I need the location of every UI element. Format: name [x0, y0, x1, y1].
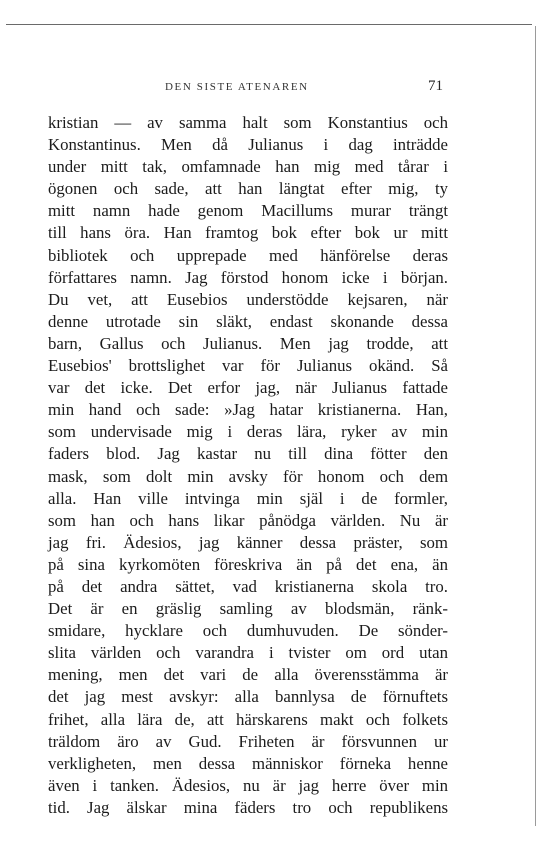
page-number: 71	[428, 78, 443, 94]
text-line: denne utrotade sin släkt, endast skonande dessa	[48, 311, 448, 331]
text-line: faders blod. Jag kastar nu till dina fötter den	[48, 444, 448, 464]
text-line: författares namn. Jag förstod honom icke i början.	[48, 267, 448, 287]
text-line: mening, men det vari de alla överensstämma är	[48, 665, 448, 685]
text-line: Konstantinus. Men då Julianus i dag inträdde	[48, 135, 448, 155]
text-line: min hand och sade: »Jag hatar kristianerna. Han,	[48, 400, 448, 420]
text-line: under mitt tak, omfamnade han mig med tårar i	[48, 157, 448, 177]
text-line: ögonen och sade, att han längtat efter mig, ty	[48, 179, 448, 199]
text-line: som undervisade mig i deras lära, ryker av min	[48, 422, 448, 442]
text-line: smidare, hycklare och dumhuvuden. De sönder-	[48, 621, 448, 641]
page-top-rule	[6, 24, 532, 25]
text-line: även i tanken. Ädesios, nu är jag herre över min	[48, 775, 448, 795]
text-line: slita världen och varandra i tvister om ord utan	[48, 643, 448, 663]
text-line: Du vet, att Eusebios understödde kejsaren, när	[48, 289, 448, 309]
text-line: bibliotek och upprepade med hänförelse deras	[48, 245, 448, 265]
text-line: på sina kyrkomöten föreskriva än på det ena, än	[48, 554, 448, 574]
text-line: tid. Jag älskar mina fäders tro och republikens	[48, 797, 448, 817]
text-line: frihet, alla lära de, att härskarens makt och folkets	[48, 709, 448, 729]
text-line: mask, som dolt min avsky för honom och dem	[48, 466, 448, 486]
text-line: till hans öra. Han framtog bok efter bok ur mitt	[48, 223, 448, 243]
text-line: mitt namn hade genom Macillums murar trängt	[48, 201, 448, 221]
running-title: DEN SISTE ATENAREN	[165, 81, 309, 93]
text-line: som han och hans likar pånödga världen. Nu är	[48, 510, 448, 530]
text-line: kristian — av samma halt som Konstantius och	[48, 113, 448, 132]
body-text	[48, 112, 448, 819]
text-line: alla. Han ville intvinga min själ i de formler,	[48, 488, 448, 508]
text-line: var det icke. Det erfor jag, när Julianus fattade	[48, 378, 448, 398]
text-line: jag fri. Ädesios, jag känner dessa präster, som	[48, 532, 448, 552]
text-line: Eusebios' brottslighet var för Julianus okänd. Så	[48, 356, 448, 376]
text-line: verkligheten, men dessa människor förneka henne	[48, 753, 448, 773]
text-line: Det är en gräslig samling av blodsmän, ränk-	[48, 599, 448, 619]
text-line: träldom äro av Gud. Friheten är försvunnen ur	[48, 731, 448, 751]
running-head	[40, 80, 460, 98]
text-line: på det andra sättet, vad kristianerna skola tro.	[48, 576, 448, 596]
text-line: barn, Gallus och Julianus. Men jag trodde, att	[48, 333, 448, 353]
page-edge-line	[535, 26, 536, 826]
text-line: det jag mest avskyr: alla bannlysa de förnuftets	[48, 687, 448, 707]
